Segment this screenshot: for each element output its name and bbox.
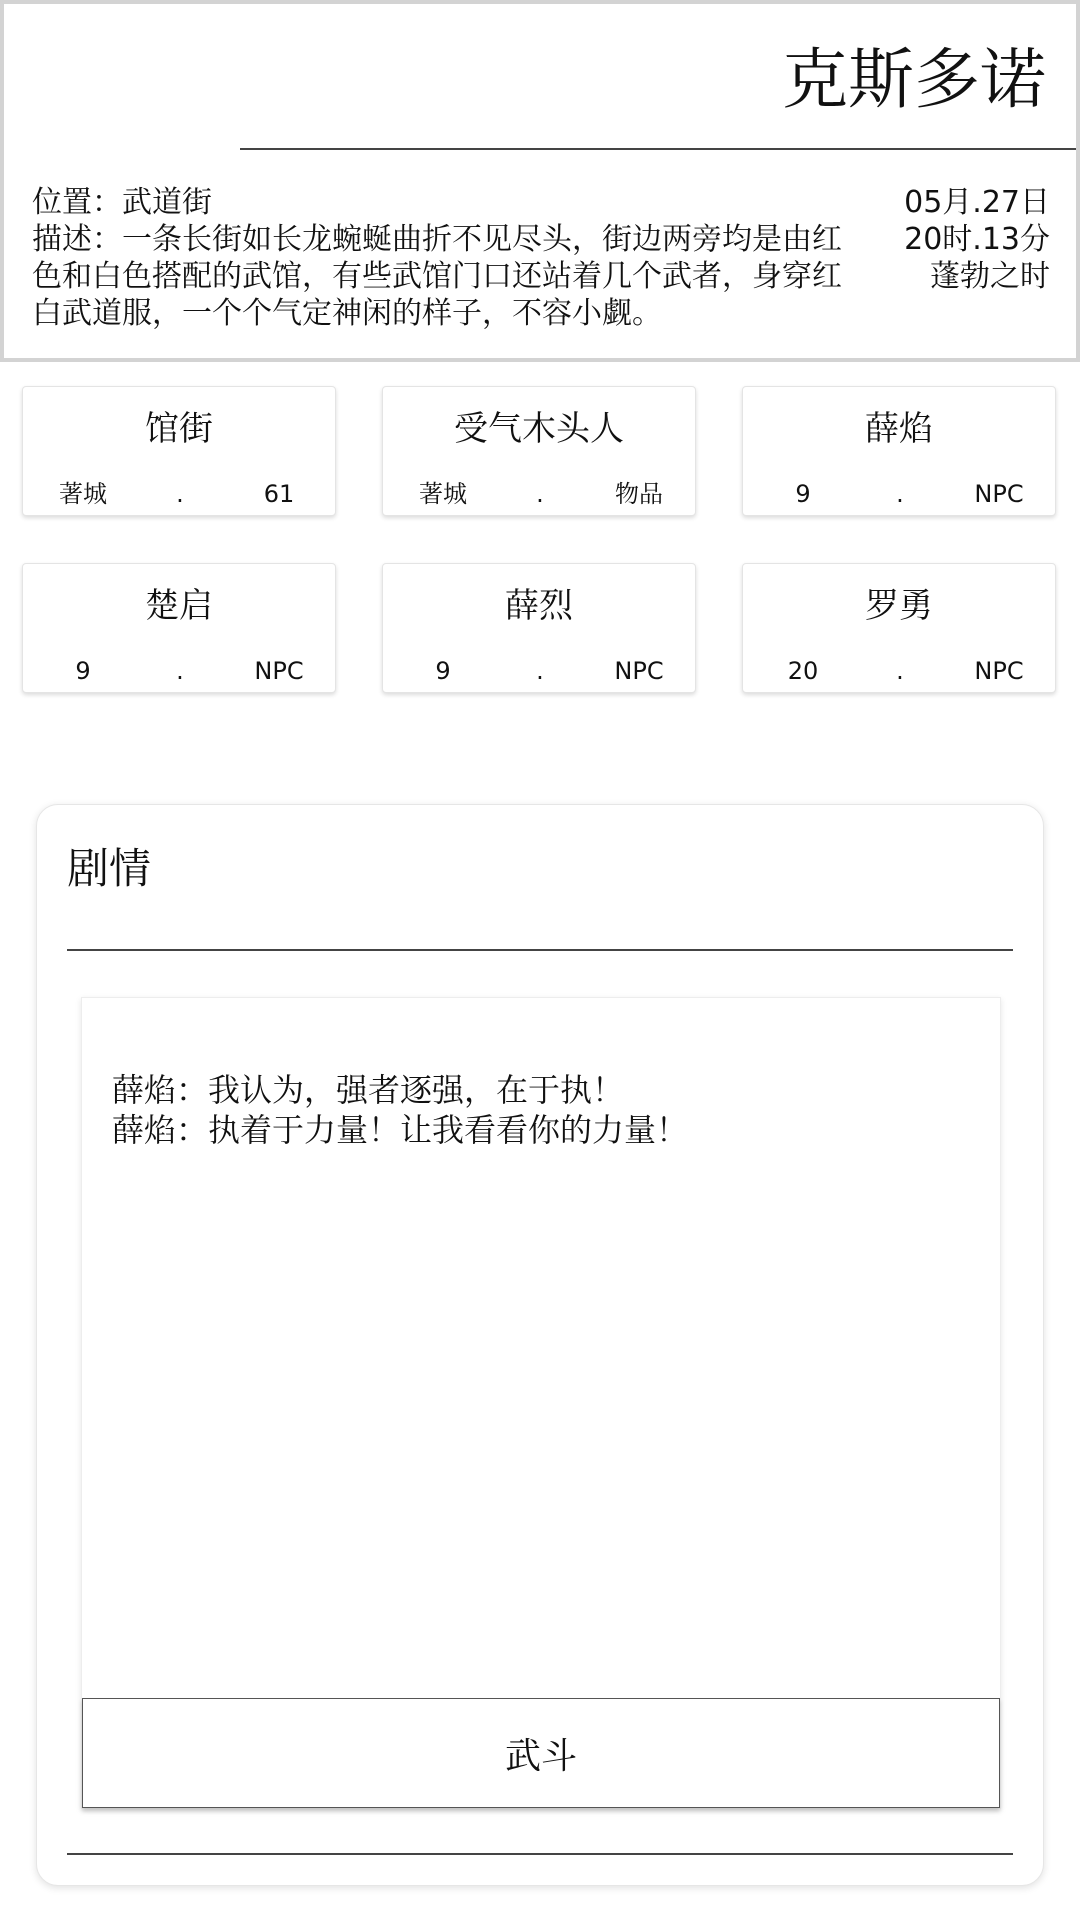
- entity-meta-left: 著城: [419, 480, 467, 508]
- header-divider: [240, 148, 1076, 150]
- entity-card[interactable]: [382, 563, 696, 693]
- entity-meta-sep: .: [176, 657, 184, 685]
- story-title: 剧情: [67, 844, 152, 893]
- fight-button[interactable]: 武斗: [82, 1698, 1000, 1808]
- entity-meta-left: 著城: [59, 480, 107, 508]
- entity-meta-right: NPC: [254, 657, 304, 685]
- location-info: [32, 184, 852, 332]
- entity-meta-sep: .: [896, 480, 904, 508]
- entity-name: 受气木头人: [454, 409, 624, 449]
- entity-meta-sep: .: [536, 480, 544, 508]
- entity-meta-left: 9: [795, 480, 811, 508]
- entity-meta-left: 9: [435, 657, 451, 685]
- entity-meta-left: 9: [75, 657, 91, 685]
- entity-name: 馆街: [145, 409, 213, 449]
- location-description: 描述：一条长街如长龙蜿蜒曲折不见尽头，街边两旁均是由红色和白色搭配的武馆，有些武馆门口还站着几个武者，身穿红白武道服，一个个气定神闲的样子，不容小觑。: [32, 222, 842, 331]
- game-time: 20时.13分: [904, 222, 1050, 257]
- entity-card[interactable]: [382, 386, 696, 516]
- game-clock: [904, 184, 1050, 295]
- entity-meta-left: 20: [787, 657, 819, 685]
- entity-name: 薛烈: [505, 586, 573, 626]
- entity-meta-sep: .: [896, 657, 904, 685]
- entity-card[interactable]: [742, 386, 1056, 516]
- dialog-box: [81, 997, 1001, 1809]
- time-period: 蓬勃之时: [930, 259, 1050, 294]
- story-panel: [36, 804, 1044, 1886]
- entity-meta-right: NPC: [614, 657, 664, 685]
- entity-meta-sep: .: [536, 657, 544, 685]
- entity-meta-right: 61: [263, 480, 295, 508]
- story-divider-bottom: [67, 1853, 1013, 1855]
- entity-name: 薛焰: [865, 409, 933, 449]
- entity-name: 罗勇: [865, 586, 933, 626]
- story-divider-top: [67, 949, 1013, 951]
- player-name: 克斯多诺: [782, 41, 1046, 118]
- entity-card[interactable]: [22, 386, 336, 516]
- location-header: [0, 0, 1080, 362]
- game-date: 05月.27日: [904, 185, 1050, 220]
- entity-card[interactable]: [742, 563, 1056, 693]
- dialog-line: 薛焰：我认为，强者逐强，在于执！: [112, 1071, 625, 1109]
- dialog-line: 薛焰：执着于力量！让我看看你的力量！: [112, 1111, 689, 1149]
- entity-meta-right: 物品: [615, 480, 663, 508]
- dialog-lines: [112, 1070, 970, 1150]
- entity-card[interactable]: [22, 563, 336, 693]
- entity-name: 楚启: [145, 586, 213, 626]
- location-name: 位置：武道街: [32, 185, 212, 220]
- entity-meta-right: NPC: [974, 480, 1024, 508]
- entity-meta-right: NPC: [974, 657, 1024, 685]
- entity-meta-sep: .: [176, 480, 184, 508]
